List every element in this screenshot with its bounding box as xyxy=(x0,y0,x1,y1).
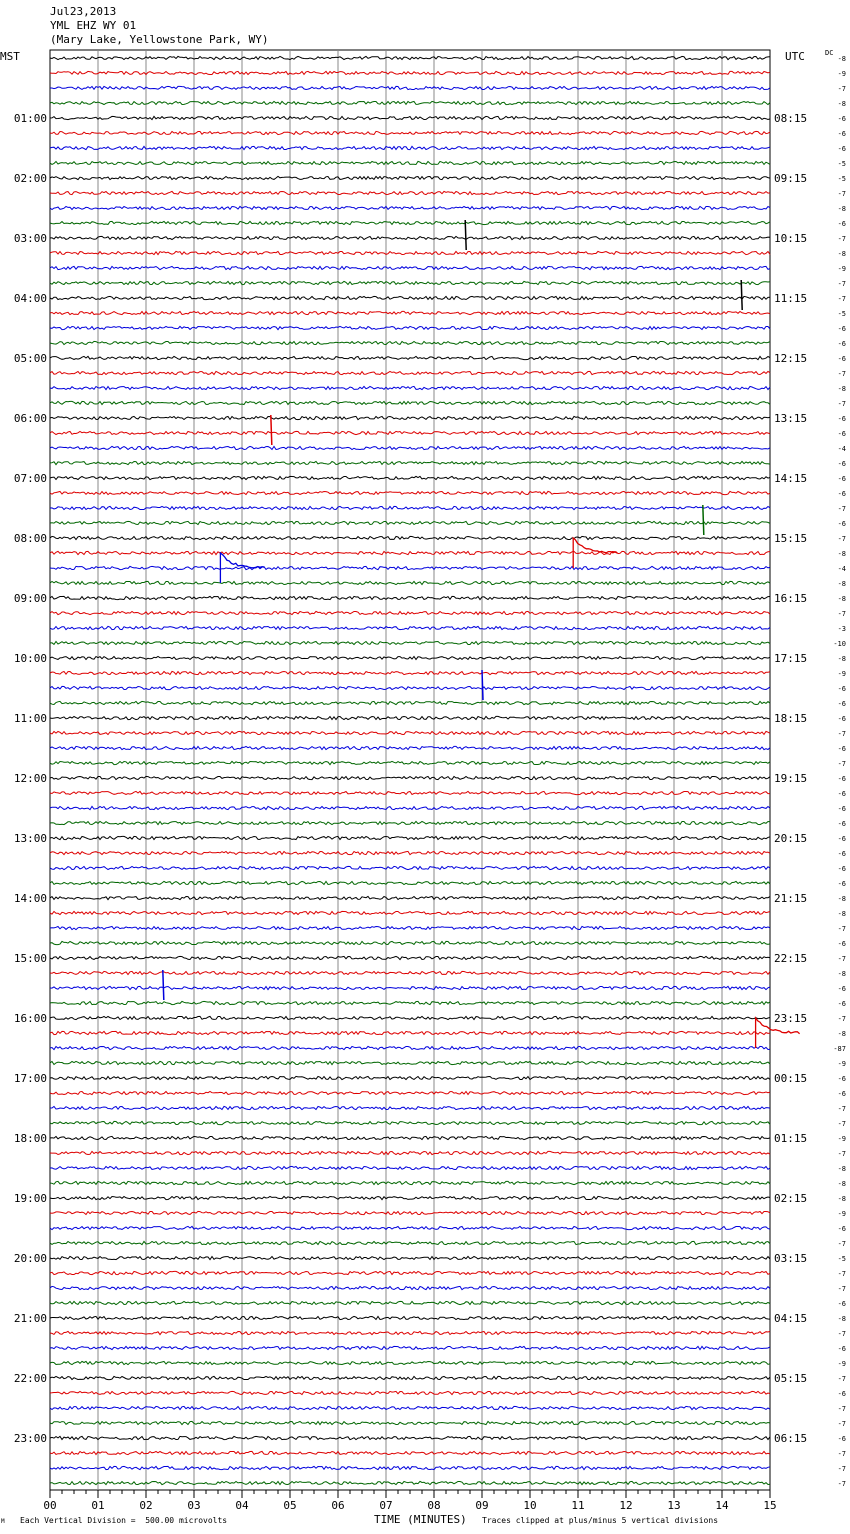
dc-offset-value: -6 xyxy=(837,460,846,468)
logo-mark: M xyxy=(1,1518,5,1525)
dc-offset-value: -7 xyxy=(837,730,846,738)
dc-offset-value: -9 xyxy=(837,1135,846,1143)
mst-hour-label: 21:00 xyxy=(13,1312,47,1325)
trace-row xyxy=(50,731,770,734)
mst-hour-label: 04:00 xyxy=(13,292,47,305)
dc-offset-value: -7 xyxy=(837,235,846,243)
dc-offset-value: -7 xyxy=(837,1465,846,1473)
trace-row xyxy=(50,1316,770,1319)
trace-row xyxy=(50,1241,770,1244)
trace-row xyxy=(50,791,770,794)
mst-hour-label: 23:00 xyxy=(13,1432,47,1445)
dc-offset-value: -6 xyxy=(837,355,846,363)
x-tick-label: 11 xyxy=(571,1499,585,1512)
trace-row xyxy=(50,1226,770,1229)
trace-row xyxy=(50,1391,770,1394)
dc-offset-value: -7 xyxy=(837,85,846,93)
dc-offset-value: -8 xyxy=(837,655,846,663)
trace-row xyxy=(50,1196,770,1199)
x-tick-label: 04 xyxy=(235,1499,249,1512)
trace-row xyxy=(50,896,770,899)
mst-hour-label: 05:00 xyxy=(13,352,47,365)
trace-row xyxy=(50,566,770,569)
trace-row xyxy=(50,746,770,749)
dc-offset-value: -6 xyxy=(837,745,846,753)
trace-row xyxy=(50,1436,770,1439)
dc-offset-value: -6 xyxy=(837,415,846,423)
x-tick-label: 07 xyxy=(379,1499,393,1512)
mst-hour-label: 08:00 xyxy=(13,532,47,545)
trace-row xyxy=(50,1136,770,1139)
mst-hour-label: 16:00 xyxy=(13,1012,47,1025)
event-spike xyxy=(703,505,704,535)
x-tick-label: 03 xyxy=(187,1499,201,1512)
plot-date: Jul23,2013 xyxy=(50,5,117,18)
utc-hour-label: 18:15 xyxy=(774,712,808,725)
dc-offset-value: -6 xyxy=(837,865,846,873)
dc-offset-value: -6 xyxy=(837,220,846,228)
dc-offset-value: -6 xyxy=(837,715,846,723)
trace-row xyxy=(50,1031,770,1034)
mst-hour-label: 12:00 xyxy=(13,772,47,785)
utc-hour-label: 01:15 xyxy=(774,1132,808,1145)
trace-row xyxy=(50,1001,770,1004)
trace-row xyxy=(50,686,770,689)
x-tick-label: 10 xyxy=(523,1499,537,1512)
trace-row xyxy=(50,1166,770,1169)
dc-offset-value: -6 xyxy=(837,475,846,483)
dc-offset-value: -7 xyxy=(837,1105,846,1113)
dc-offset-value: -6 xyxy=(837,490,846,498)
dc-offset-value: -8 xyxy=(837,1165,846,1173)
trace-row xyxy=(50,1421,770,1424)
dc-offset-value: -7 xyxy=(837,1150,846,1158)
trace-row xyxy=(50,956,770,959)
trace-row xyxy=(50,1061,770,1064)
dc-offset-value: -87 xyxy=(833,1045,846,1053)
trace-row xyxy=(50,71,770,74)
mst-hour-label: 10:00 xyxy=(13,652,47,665)
mst-hour-label: 02:00 xyxy=(13,172,47,185)
mst-hour-label: 01:00 xyxy=(13,112,47,125)
trace-row xyxy=(50,536,770,539)
trace-row xyxy=(50,626,770,629)
trace-row xyxy=(50,761,770,764)
plot-frame xyxy=(50,50,770,1490)
dc-offset-value: -6 xyxy=(837,1435,846,1443)
dc-offset-value: -8 xyxy=(837,1195,846,1203)
trace-row xyxy=(50,1106,770,1109)
trace-row xyxy=(50,1301,770,1304)
utc-hour-label: 23:15 xyxy=(774,1012,808,1025)
dc-offset-value: -8 xyxy=(837,910,846,918)
dc-offset-value: -5 xyxy=(837,175,846,183)
trace-row xyxy=(50,926,770,929)
trace-row xyxy=(50,1406,770,1409)
dc-offset-value: -7 xyxy=(837,1330,846,1338)
dc-offset-value: -10 xyxy=(833,640,846,648)
dc-offset-value: -7 xyxy=(837,610,846,618)
trace-row xyxy=(50,206,770,209)
trace-row xyxy=(50,191,770,194)
left-timezone-label: MST xyxy=(0,50,20,63)
trace-row xyxy=(50,806,770,809)
mst-hour-label: 17:00 xyxy=(13,1072,47,1085)
trace-row xyxy=(50,1331,770,1334)
dc-offset-value: -9 xyxy=(837,1210,846,1218)
trace-row xyxy=(50,521,770,524)
trace-row xyxy=(50,1151,770,1154)
station-code: YML EHZ WY 01 xyxy=(50,19,137,32)
trace-row xyxy=(50,1256,770,1259)
x-tick-label: 06 xyxy=(331,1499,345,1512)
trace-row xyxy=(50,86,770,89)
trace-row xyxy=(50,386,770,389)
dc-offset-value: -8 xyxy=(837,1315,846,1323)
dc-offset-value: -6 xyxy=(837,1345,846,1353)
dc-offset-value: -7 xyxy=(837,1240,846,1248)
utc-hour-label: 15:15 xyxy=(774,532,808,545)
mst-hour-label: 18:00 xyxy=(13,1132,47,1145)
trace-row xyxy=(50,821,770,824)
trace-row xyxy=(50,416,770,419)
mst-hour-label: 03:00 xyxy=(13,232,47,245)
dc-offset-value: -9 xyxy=(837,70,846,78)
seismic-traces xyxy=(50,56,770,1484)
trace-row xyxy=(50,1271,770,1274)
trace-row xyxy=(50,716,770,719)
x-tick-label: 09 xyxy=(475,1499,489,1512)
dc-offset-value: -8 xyxy=(837,100,846,108)
dc-offset-value: -7 xyxy=(837,1450,846,1458)
trace-row xyxy=(50,311,770,314)
dc-offset-value: -9 xyxy=(837,1360,846,1368)
dc-offset-value: -7 xyxy=(837,1405,846,1413)
dc-offset-value: -5 xyxy=(837,160,846,168)
trace-row xyxy=(50,881,770,884)
utc-hour-label: 19:15 xyxy=(774,772,808,785)
trace-row xyxy=(50,1481,770,1484)
utc-hour-label: 12:15 xyxy=(774,352,808,365)
utc-hour-label: 22:15 xyxy=(774,952,808,965)
trace-row xyxy=(50,1466,770,1469)
dc-offset-value: -6 xyxy=(837,775,846,783)
mst-hour-label: 13:00 xyxy=(13,832,47,845)
x-tick-label: 15 xyxy=(763,1499,777,1512)
utc-hour-label: 20:15 xyxy=(774,832,808,845)
dc-offset-value: -6 xyxy=(837,1090,846,1098)
trace-row xyxy=(50,911,770,914)
dc-offset-value: -6 xyxy=(837,850,846,858)
trace-row xyxy=(50,611,770,614)
x-axis-title: TIME (MINUTES) xyxy=(374,1513,467,1526)
mst-hour-label: 15:00 xyxy=(13,952,47,965)
x-tick-label: 08 xyxy=(427,1499,441,1512)
trace-row xyxy=(50,641,770,644)
dc-offset-value: -8 xyxy=(837,580,846,588)
dc-offset-value: -7 xyxy=(837,190,846,198)
dc-offset-value: -8 xyxy=(837,205,846,213)
dc-offset-value: -6 xyxy=(837,325,846,333)
mst-hour-label: 22:00 xyxy=(13,1372,47,1385)
dc-offset-value: -7 xyxy=(837,925,846,933)
dc-offset-value: -4 xyxy=(837,565,846,573)
mst-hour-label: 20:00 xyxy=(13,1252,47,1265)
dc-offset-value: -6 xyxy=(837,115,846,123)
trace-row xyxy=(50,491,770,494)
dc-offset-value: -7 xyxy=(837,535,846,543)
dc-offset-value: -6 xyxy=(837,805,846,813)
dc-offset-value: -7 xyxy=(837,295,846,303)
trace-row xyxy=(50,281,770,284)
scale-note: Each Vertical Division = 500.00 microvolts xyxy=(20,1516,228,1525)
trace-row xyxy=(50,986,770,989)
trace-row xyxy=(50,1211,770,1214)
trace-row xyxy=(50,1016,770,1019)
trace-row xyxy=(50,1451,770,1454)
dc-offset-value: -6 xyxy=(837,985,846,993)
event-spike xyxy=(163,970,164,1000)
time-grid xyxy=(50,50,770,1490)
dc-offset-value: -6 xyxy=(837,1000,846,1008)
dc-offset-value: -7 xyxy=(837,1480,846,1488)
trace-row xyxy=(50,251,770,254)
utc-hour-label: 14:15 xyxy=(774,472,808,485)
x-tick-label: 00 xyxy=(43,1499,57,1512)
dc-offset-value: -6 xyxy=(837,130,846,138)
dc-offset-value: -6 xyxy=(837,820,846,828)
trace-row xyxy=(50,146,770,149)
event-spike xyxy=(741,280,742,310)
x-tick-label: 02 xyxy=(139,1499,153,1512)
dc-offset-value: -6 xyxy=(837,1300,846,1308)
clip-note: Traces clipped at plus/minus 5 vertical divisions xyxy=(482,1516,719,1525)
dc-offset-value: -7 xyxy=(837,1420,846,1428)
dc-offset-value: -4 xyxy=(837,445,846,453)
dc-offset-value: -3 xyxy=(837,625,846,633)
dc-offset-value: -7 xyxy=(837,955,846,963)
trace-row xyxy=(50,1346,770,1349)
dc-offset-value: -6 xyxy=(837,790,846,798)
utc-hour-label: 08:15 xyxy=(774,112,808,125)
dc-offset-value: -6 xyxy=(837,430,846,438)
dc-offset-value: -6 xyxy=(837,685,846,693)
utc-hour-label: 21:15 xyxy=(774,892,808,905)
dc-offset-value: -6 xyxy=(837,940,846,948)
trace-row xyxy=(50,326,770,329)
trace-row xyxy=(50,161,770,164)
dc-offset-value: -6 xyxy=(837,145,846,153)
dc-offset-value: -7 xyxy=(837,1375,846,1383)
station-location: (Mary Lake, Yellowstone Park, WY) xyxy=(50,33,269,46)
trace-row xyxy=(50,56,770,59)
dc-offset-value: -8 xyxy=(837,550,846,558)
event-spike xyxy=(482,670,483,700)
dc-offset-value: -7 xyxy=(837,1270,846,1278)
dc-offset-value: -8 xyxy=(837,1180,846,1188)
dc-offset-value: -6 xyxy=(837,520,846,528)
utc-hour-label: 16:15 xyxy=(774,592,808,605)
utc-hour-label: 13:15 xyxy=(774,412,808,425)
x-tick-label: 14 xyxy=(715,1499,729,1512)
dc-offset-value: -6 xyxy=(837,340,846,348)
utc-hour-label: 02:15 xyxy=(774,1192,808,1205)
trace-row xyxy=(50,1376,770,1379)
dc-offset-value: -6 xyxy=(837,835,846,843)
trace-row xyxy=(50,401,770,404)
dc-offset-value: -8 xyxy=(837,970,846,978)
dc-offset-value: -8 xyxy=(837,250,846,258)
trace-row xyxy=(50,476,770,479)
trace-row xyxy=(50,266,770,269)
dc-offset-value: -6 xyxy=(837,1075,846,1083)
utc-hour-label: 17:15 xyxy=(774,652,808,665)
mst-hour-label: 11:00 xyxy=(13,712,47,725)
utc-hour-label: 04:15 xyxy=(774,1312,808,1325)
trace-row xyxy=(50,1121,770,1124)
mst-hour-label: 07:00 xyxy=(13,472,47,485)
x-axis xyxy=(43,1490,776,1512)
trace-row xyxy=(50,941,770,944)
dc-offset-value: -8 xyxy=(837,1030,846,1038)
x-tick-label: 12 xyxy=(619,1499,633,1512)
dc-offset-value: -6 xyxy=(837,880,846,888)
trace-row xyxy=(50,971,770,974)
trace-row xyxy=(50,671,770,674)
dc-offset-value: -7 xyxy=(837,280,846,288)
utc-hour-label: 09:15 xyxy=(774,172,808,185)
trace-row xyxy=(50,116,770,119)
x-tick-label: 01 xyxy=(91,1499,105,1512)
right-timezone-label: UTC xyxy=(785,50,805,63)
trace-row xyxy=(50,1046,770,1049)
x-tick-label: 13 xyxy=(667,1499,681,1512)
event-spike xyxy=(271,415,272,445)
utc-hour-label: 06:15 xyxy=(774,1432,808,1445)
dc-offset-labels xyxy=(833,55,846,1488)
mst-hour-label: 06:00 xyxy=(13,412,47,425)
mst-hour-label: 19:00 xyxy=(13,1192,47,1205)
dc-offset-value: -7 xyxy=(837,1285,846,1293)
trace-row xyxy=(50,551,770,554)
trace-row xyxy=(50,866,770,869)
dc-offset-value: -9 xyxy=(837,670,846,678)
dc-offset-value: -8 xyxy=(837,55,846,63)
trace-row xyxy=(50,236,770,239)
trace-row xyxy=(50,101,770,104)
dc-offset-value: -6 xyxy=(837,700,846,708)
dc-offset-value: -7 xyxy=(837,760,846,768)
dc-offset-value: -6 xyxy=(837,1225,846,1233)
trace-row xyxy=(50,596,770,599)
trace-row xyxy=(50,431,770,434)
trace-row xyxy=(50,1181,770,1184)
mst-hour-label: 09:00 xyxy=(13,592,47,605)
utc-hour-label: 10:15 xyxy=(774,232,808,245)
dc-offset-header: DC xyxy=(825,49,834,57)
trace-row xyxy=(50,176,770,179)
event-spike xyxy=(465,220,466,250)
mst-hour-label: 14:00 xyxy=(13,892,47,905)
trace-row xyxy=(50,701,770,704)
trace-row xyxy=(50,1286,770,1289)
dc-offset-value: -7 xyxy=(837,1015,846,1023)
dc-offset-value: -7 xyxy=(837,370,846,378)
trace-row xyxy=(50,446,770,449)
trace-row xyxy=(50,1092,770,1095)
trace-row xyxy=(50,371,770,374)
dc-offset-value: -9 xyxy=(837,1060,846,1068)
dc-offset-value: -6 xyxy=(837,1390,846,1398)
dc-offset-value: -5 xyxy=(837,310,846,318)
utc-hour-labels xyxy=(774,112,807,1445)
trace-row xyxy=(50,776,770,779)
trace-row xyxy=(50,221,770,224)
mst-hour-labels xyxy=(14,112,47,1445)
utc-hour-label: 05:15 xyxy=(774,1372,808,1385)
utc-hour-label: 03:15 xyxy=(774,1252,808,1265)
trace-row xyxy=(50,851,770,854)
dc-offset-value: -5 xyxy=(837,1255,846,1263)
trace-row xyxy=(50,657,770,660)
trace-row xyxy=(50,506,770,509)
dc-offset-value: -7 xyxy=(837,400,846,408)
dc-offset-value: -8 xyxy=(837,595,846,603)
trace-row xyxy=(50,581,770,584)
dc-offset-value: -7 xyxy=(837,1120,846,1128)
dc-offset-value: -7 xyxy=(837,505,846,513)
trace-row xyxy=(50,296,770,299)
trace-row xyxy=(50,836,770,839)
utc-hour-label: 11:15 xyxy=(774,292,808,305)
trace-row xyxy=(50,461,770,464)
dc-offset-value: -8 xyxy=(837,385,846,393)
trace-row xyxy=(50,131,770,134)
trace-row xyxy=(50,356,770,359)
x-tick-label: 05 xyxy=(283,1499,297,1512)
trace-row xyxy=(50,1361,770,1364)
dc-offset-value: -8 xyxy=(837,895,846,903)
trace-row xyxy=(50,1076,770,1079)
trace-row xyxy=(50,341,770,344)
utc-hour-label: 00:15 xyxy=(774,1072,808,1085)
dc-offset-value: -9 xyxy=(837,265,846,273)
